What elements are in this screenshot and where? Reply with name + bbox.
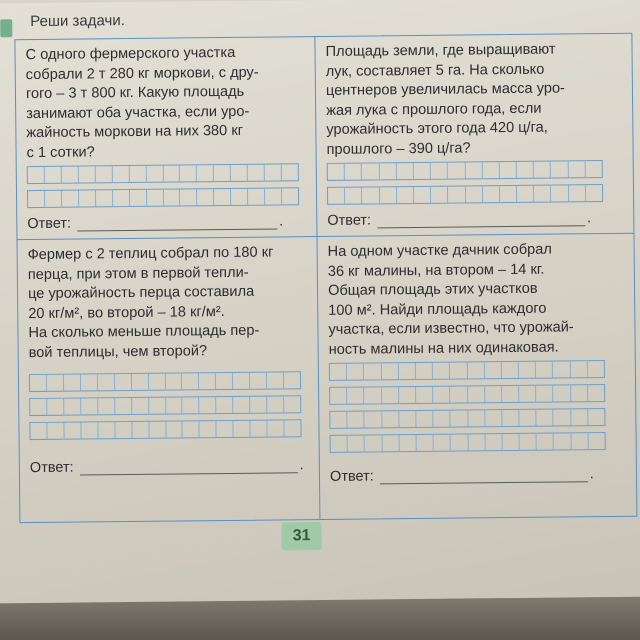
problem-line: 36 кг малины, на втором – 14 кг. — [327, 261, 545, 280]
answer-grid-2[interactable] — [327, 160, 603, 211]
grid-square[interactable] — [79, 190, 96, 206]
grid-square[interactable] — [416, 387, 433, 403]
grid-square[interactable] — [553, 361, 570, 377]
grid-square[interactable] — [199, 373, 216, 389]
grid-square[interactable] — [554, 433, 571, 449]
problem-line: прошлого – 390 ц/га? — [326, 139, 471, 158]
problem-line: Общая площадь этих участков — [327, 280, 538, 299]
answer-label: Ответ: — [329, 468, 374, 485]
problem-line: урожайность этого года 420 ц/га, — [326, 119, 548, 138]
problem-line: перца, при этом в первой тепли- — [27, 264, 249, 283]
grid-square[interactable] — [132, 398, 149, 414]
grid-square[interactable] — [519, 386, 536, 402]
grid-square[interactable] — [113, 190, 130, 206]
grid-square[interactable] — [115, 422, 132, 438]
grid-square[interactable] — [45, 191, 62, 207]
answer-label: Ответ: — [29, 459, 74, 477]
grid-square[interactable] — [451, 410, 468, 426]
grid-square[interactable] — [96, 190, 113, 206]
grid-square[interactable] — [331, 436, 348, 452]
grid-square[interactable] — [79, 166, 96, 182]
grid-square[interactable] — [81, 398, 98, 414]
grid-row[interactable] — [329, 384, 605, 405]
grid-square[interactable] — [451, 434, 468, 450]
grid-square[interactable] — [348, 412, 365, 428]
grid-square[interactable] — [214, 189, 231, 205]
grid-square[interactable] — [149, 422, 166, 438]
grid-square[interactable] — [328, 164, 345, 180]
grid-square[interactable] — [166, 397, 183, 413]
grid-square[interactable] — [482, 162, 499, 178]
grid-square[interactable] — [248, 165, 265, 181]
problem-line: Фермер с 2 теплиц собрал по 180 кг — [27, 244, 274, 264]
grid-square[interactable] — [216, 373, 233, 389]
grid-square[interactable] — [45, 167, 62, 183]
grid-square[interactable] — [148, 374, 165, 390]
problem-line: жайность моркови на них 380 кг — [26, 122, 244, 142]
problem-text-3 — [28, 243, 308, 363]
grid-square[interactable] — [284, 372, 300, 388]
grid-square[interactable] — [588, 409, 604, 425]
grid-square[interactable] — [517, 186, 534, 202]
problem-text-4 — [328, 240, 625, 360]
grid-square[interactable] — [217, 421, 234, 437]
grid-square[interactable] — [568, 161, 585, 177]
grid-square[interactable] — [517, 162, 534, 178]
grid-square[interactable] — [448, 186, 465, 202]
grid-square[interactable] — [485, 434, 502, 450]
grid-square[interactable] — [231, 189, 248, 205]
grid-square[interactable] — [414, 163, 431, 179]
problem-line: гого – 3 т 800 кг. Какую площадь — [25, 83, 245, 103]
grid-square[interactable] — [450, 362, 467, 378]
grid-square[interactable] — [180, 165, 197, 181]
grid-square[interactable] — [537, 410, 554, 426]
grid-square[interactable] — [234, 421, 251, 437]
grid-square[interactable] — [28, 167, 45, 183]
problem-line: лук, составляет 5 га. На сколько — [325, 61, 545, 80]
problem-card-3 — [17, 237, 320, 522]
grid-square[interactable] — [571, 385, 588, 401]
grid-square[interactable] — [396, 163, 413, 179]
grid-square[interactable] — [433, 387, 450, 403]
grid-square[interactable] — [64, 399, 81, 415]
grid-square[interactable] — [416, 411, 433, 427]
grid-square[interactable] — [382, 411, 399, 427]
grid-square[interactable] — [330, 364, 347, 380]
grid-square[interactable] — [483, 186, 500, 202]
grid-square[interactable] — [380, 187, 397, 203]
page-number-badge: 31 — [281, 522, 321, 550]
problems-grid — [14, 33, 637, 523]
problem-line: занимают оба участка, если уро- — [26, 103, 250, 122]
grid-square[interactable] — [233, 373, 250, 389]
grid-square[interactable] — [433, 363, 450, 379]
grid-square[interactable] — [468, 386, 485, 402]
grid-square[interactable] — [81, 374, 98, 390]
grid-square[interactable] — [265, 188, 282, 204]
grid-square[interactable] — [399, 411, 416, 427]
grid-square[interactable] — [569, 185, 586, 201]
grid-square[interactable] — [502, 410, 519, 426]
grid-row[interactable] — [29, 371, 301, 392]
grid-square[interactable] — [30, 399, 47, 415]
grid-square[interactable] — [330, 388, 347, 404]
grid-square[interactable] — [163, 165, 180, 181]
grid-square[interactable] — [233, 397, 250, 413]
grid-square[interactable] — [364, 387, 381, 403]
grid-square[interactable] — [345, 164, 362, 180]
grid-square[interactable] — [250, 397, 267, 413]
grid-square[interactable] — [520, 434, 537, 450]
grid-square[interactable] — [381, 363, 398, 379]
grid-square[interactable] — [397, 187, 414, 203]
grid-square[interactable] — [536, 362, 553, 378]
grid-square[interactable] — [267, 396, 284, 412]
grid-square[interactable] — [115, 374, 132, 390]
grid-square[interactable] — [382, 435, 399, 451]
grid-square[interactable] — [467, 362, 484, 378]
problem-line: центнеров увеличилась масса уро- — [325, 80, 565, 99]
grid-row[interactable] — [330, 432, 606, 453]
grid-square[interactable] — [571, 433, 588, 449]
grid-square[interactable] — [571, 409, 588, 425]
grid-square[interactable] — [182, 373, 199, 389]
grid-square[interactable] — [328, 188, 345, 204]
problem-line: На одном участке дачник собрал — [327, 241, 552, 260]
grid-square[interactable] — [433, 411, 450, 427]
grid-square[interactable] — [163, 189, 180, 205]
grid-square[interactable] — [115, 398, 132, 414]
grid-square[interactable] — [588, 433, 604, 449]
grid-square[interactable] — [586, 185, 602, 201]
grid-square[interactable] — [231, 165, 248, 181]
grid-square[interactable] — [30, 375, 47, 391]
answer-blank[interactable] — [380, 468, 588, 484]
grid-square[interactable] — [484, 362, 501, 378]
problem-line: Площадь земли, где выращивают — [325, 41, 556, 60]
grid-square[interactable] — [47, 423, 64, 439]
grid-row[interactable] — [327, 184, 603, 205]
problem-line: с 1 сотки? — [26, 143, 95, 161]
grid-square[interactable] — [468, 410, 485, 426]
answer-line-4[interactable]: Ответ: . — [329, 466, 594, 485]
grid-square[interactable] — [98, 374, 115, 390]
green-margin-mark — [0, 19, 12, 37]
grid-square[interactable] — [47, 399, 64, 415]
grid-square[interactable] — [414, 187, 431, 203]
grid-square[interactable] — [214, 165, 231, 181]
answer-grid-4[interactable] — [329, 360, 606, 459]
grid-square[interactable] — [399, 387, 416, 403]
grid-square[interactable] — [183, 397, 200, 413]
grid-square[interactable] — [197, 189, 214, 205]
grid-square[interactable] — [450, 386, 467, 402]
grid-row[interactable] — [329, 360, 605, 381]
grid-square[interactable] — [216, 397, 233, 413]
problem-card-2 — [315, 34, 633, 237]
grid-square[interactable] — [431, 163, 448, 179]
problem-text-2 — [325, 40, 622, 160]
problem-card-4 — [317, 234, 636, 519]
grid-square[interactable] — [502, 386, 519, 402]
problem-line: це урожайность перца составила — [27, 283, 255, 303]
grid-square[interactable] — [166, 421, 183, 437]
grid-square[interactable] — [248, 189, 265, 205]
problem-line: жая лука с прошлого года, если — [326, 100, 542, 119]
grid-square[interactable] — [347, 364, 364, 380]
answer-line-3[interactable]: Ответ: . — [29, 457, 304, 477]
problem-line: С одного фермерского участка — [25, 44, 236, 64]
grid-square[interactable] — [330, 412, 347, 428]
problem-line: На сколько меньше площадь пер- — [28, 322, 260, 342]
page-title: Реши задачи. — [30, 12, 125, 31]
grid-square[interactable] — [365, 435, 382, 451]
grid-square[interactable] — [465, 162, 482, 178]
grid-square[interactable] — [62, 191, 79, 207]
grid-square[interactable] — [62, 167, 79, 183]
grid-square[interactable] — [416, 435, 433, 451]
problem-line: участка, если известно, что урожай- — [328, 319, 574, 338]
grid-square[interactable] — [251, 421, 268, 437]
problem-card-1 — [15, 37, 317, 240]
grid-square[interactable] — [200, 421, 217, 437]
grid-square[interactable] — [64, 423, 81, 439]
grid-square[interactable] — [250, 373, 267, 389]
grid-square[interactable] — [348, 436, 365, 452]
grid-square[interactable] — [485, 386, 502, 402]
problem-text-1 — [25, 43, 305, 163]
grid-square[interactable] — [180, 189, 197, 205]
grid-square[interactable] — [502, 362, 519, 378]
problem-line: 20 кг/м², во второй – 18 кг/м². — [28, 303, 225, 322]
grid-square[interactable] — [64, 375, 81, 391]
grid-square[interactable] — [399, 363, 416, 379]
problem-line: вой теплицы, чем второй? — [28, 342, 208, 361]
grid-square[interactable] — [502, 434, 519, 450]
grid-square[interactable] — [112, 166, 129, 182]
answer-label: Ответ: — [27, 215, 72, 233]
grid-square[interactable] — [362, 163, 379, 179]
grid-square[interactable] — [434, 435, 451, 451]
grid-square[interactable] — [586, 161, 602, 177]
grid-square[interactable] — [536, 386, 553, 402]
grid-square[interactable] — [183, 421, 200, 437]
grid-square[interactable] — [130, 190, 147, 206]
grid-square[interactable] — [448, 162, 465, 178]
answer-grid-3[interactable] — [29, 371, 302, 446]
grid-square[interactable] — [365, 411, 382, 427]
grid-square[interactable] — [519, 410, 536, 426]
grid-square[interactable] — [554, 409, 571, 425]
grid-square[interactable] — [81, 422, 98, 438]
grid-square[interactable] — [364, 363, 381, 379]
grid-square[interactable] — [534, 162, 551, 178]
grid-square[interactable] — [95, 166, 112, 182]
grid-square[interactable] — [519, 362, 536, 378]
grid-square[interactable] — [399, 435, 416, 451]
grid-square[interactable] — [537, 434, 554, 450]
grid-square[interactable] — [47, 375, 64, 391]
grid-square[interactable] — [165, 373, 182, 389]
grid-square[interactable] — [500, 186, 517, 202]
grid-square[interactable] — [98, 398, 115, 414]
grid-square[interactable] — [132, 422, 149, 438]
grid-square[interactable] — [347, 388, 364, 404]
grid-square[interactable] — [468, 434, 485, 450]
grid-row[interactable] — [29, 395, 301, 416]
grid-square[interactable] — [345, 188, 362, 204]
answer-line-2[interactable]: Ответ: . — [327, 210, 592, 229]
grid-square[interactable] — [132, 374, 149, 390]
grid-square[interactable] — [149, 398, 166, 414]
grid-square[interactable] — [534, 186, 551, 202]
grid-square[interactable] — [98, 422, 115, 438]
grid-square[interactable] — [129, 166, 146, 182]
grid-square[interactable] — [282, 164, 298, 180]
grid-square[interactable] — [379, 163, 396, 179]
grid-row[interactable] — [329, 408, 605, 429]
grid-square[interactable] — [197, 165, 214, 181]
grid-square[interactable] — [267, 372, 284, 388]
grid-square[interactable] — [30, 423, 47, 439]
problem-line: собрали 2 т 280 кг моркови, с дру- — [25, 64, 259, 83]
grid-row[interactable] — [29, 419, 301, 440]
grid-square[interactable] — [500, 162, 517, 178]
grid-square[interactable] — [551, 161, 568, 177]
problem-line: ность малины на них одинаковая. — [328, 339, 559, 358]
grid-square[interactable] — [551, 185, 568, 201]
grid-row[interactable] — [327, 160, 603, 181]
grid-square[interactable] — [200, 397, 217, 413]
grid-square[interactable] — [570, 361, 587, 377]
grid-square[interactable] — [284, 396, 300, 412]
grid-square[interactable] — [465, 186, 482, 202]
answer-label: Ответ: — [327, 212, 372, 229]
grid-square[interactable] — [588, 361, 604, 377]
grid-square[interactable] — [268, 420, 285, 436]
grid-square[interactable] — [485, 410, 502, 426]
problem-line: 100 м². Найди площадь каждого — [328, 300, 547, 319]
grid-square[interactable] — [284, 420, 300, 436]
answer-blank[interactable] — [377, 212, 585, 228]
answer-grid-1[interactable] — [27, 163, 299, 214]
grid-square[interactable] — [147, 190, 164, 206]
answer-blank[interactable] — [77, 215, 277, 231]
grid-row[interactable] — [27, 187, 299, 208]
answer-blank[interactable] — [80, 459, 298, 475]
grid-square[interactable] — [265, 164, 282, 180]
grid-square[interactable] — [382, 387, 399, 403]
grid-square[interactable] — [588, 385, 604, 401]
answer-line-1[interactable]: Ответ: . — [27, 213, 284, 233]
grid-square[interactable] — [28, 191, 45, 207]
grid-square[interactable] — [146, 166, 163, 182]
grid-square[interactable] — [282, 188, 298, 204]
grid-square[interactable] — [431, 187, 448, 203]
grid-row[interactable] — [27, 163, 299, 184]
grid-square[interactable] — [416, 363, 433, 379]
grid-square[interactable] — [362, 187, 379, 203]
grid-square[interactable] — [553, 385, 570, 401]
